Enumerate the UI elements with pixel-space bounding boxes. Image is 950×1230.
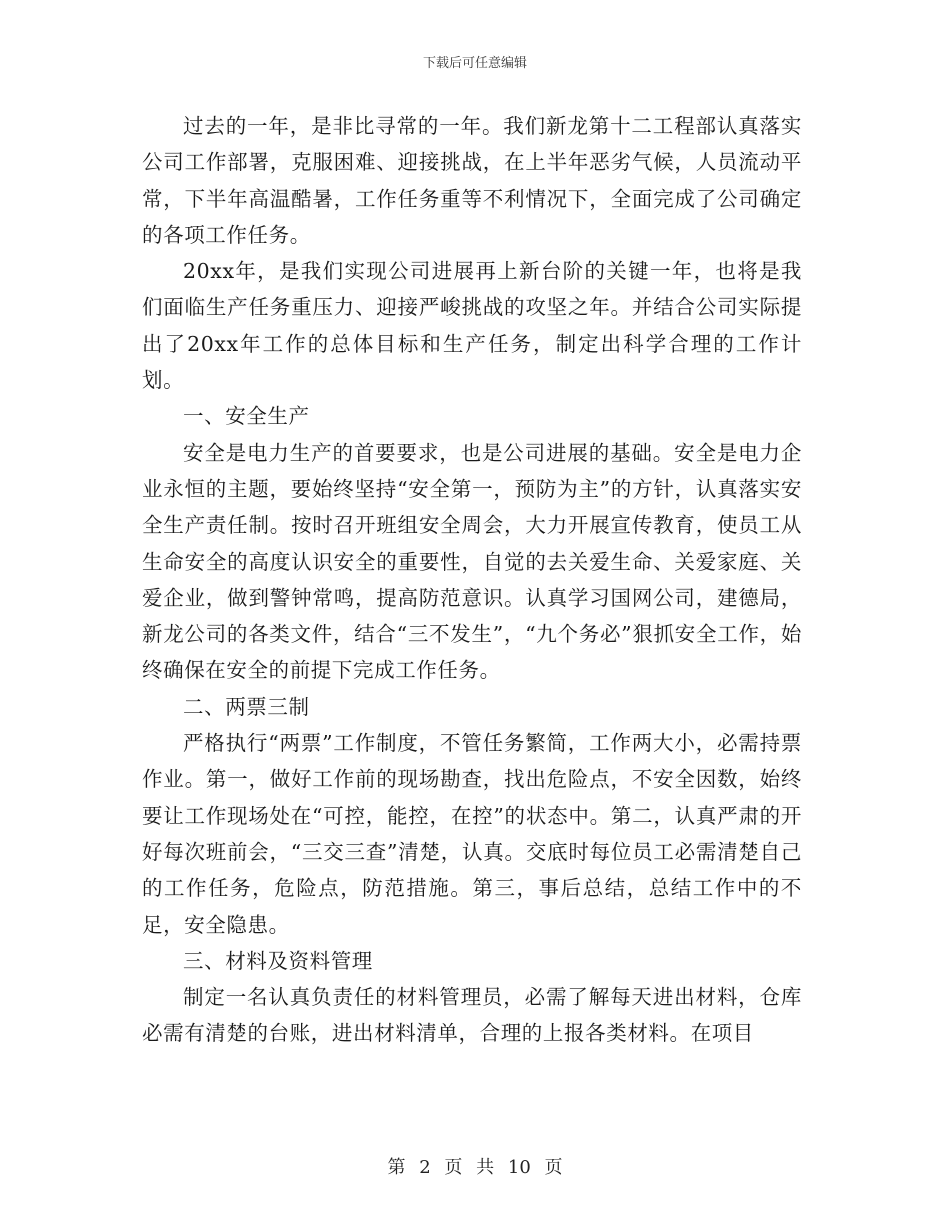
- page-total-prefix: 共: [476, 1157, 495, 1178]
- page-mid: 页: [444, 1157, 463, 1178]
- paragraph: 严格执行“两票”工作制度，不管任务繁简，工作两大小，必需持票作业。第一，做好工作前的现场勘查，找出危险点，不安全因数，始终要让工作现场处在“可控，能控，在控”的状态中。第二，认真严肃的开好每次班前会，“三交三查”清楚，认真。交底时每位员工必需清楚自己的工作任务，危险点，防范措施。第三，事后总结，总结工作中的不足，安全隐患。: [142, 731, 802, 937]
- page-suffix: 页: [544, 1157, 563, 1178]
- section-heading: 一、安全生产: [183, 404, 310, 429]
- paragraph: 安全是电力生产的首要要求，也是公司进展的基础。安全是电力企业永恒的主题，要始终坚持“安全第一，预防为主”的方针，认真落实安全生产责任制。按时召开班组安全周会，大力开展宣传教育，使员工从生命安全的高度认识安全的重要性，自觉的去关爱生命、关爱家庭、关爱企业，做到警钟常鸣，提高防范意识。认真学习国网公司，建德局，新龙公司的各类文件，结合“三不发生”，“九个务必”狠抓安全工作，始终确保在安全的前提下完成工作任务。: [142, 440, 802, 683]
- paragraph: 20xx年，是我们实现公司进展再上新台阶的关键一年，也将是我们面临生产任务重压力、迎接严峻挑战的攻坚之年。并结合公司实际提出了20xx年工作的总体目标和生产任务，制定出科学合理的工作计划。: [142, 259, 802, 393]
- page-total: 10: [507, 1157, 531, 1178]
- paragraph: 过去的一年，是非比寻常的一年。我们新龙第十二工程部认真落实公司工作部署，克服困难、迎接挑战，在上半年恶劣气候，人员流动平常，下半年高温酷暑，工作任务重等不利情况下，全面完成了公司确定的各项工作任务。: [142, 114, 802, 247]
- paragraph: 制定一名认真负责任的材料管理员，必需了解每天进出材料，仓库必需有清楚的台账，进出材料清单，合理的上报各类材料。在项目: [142, 985, 802, 1046]
- section-heading: 二、两票三制: [183, 694, 310, 719]
- page-header-note: 下载后可任意编辑: [422, 56, 527, 71]
- page-number-footer: [0, 1153, 950, 1179]
- page-prefix: 第: [387, 1157, 406, 1178]
- section-heading: 三、材料及资料管理: [183, 948, 373, 973]
- document-body: [142, 108, 802, 1052]
- page-current: 2: [419, 1157, 431, 1178]
